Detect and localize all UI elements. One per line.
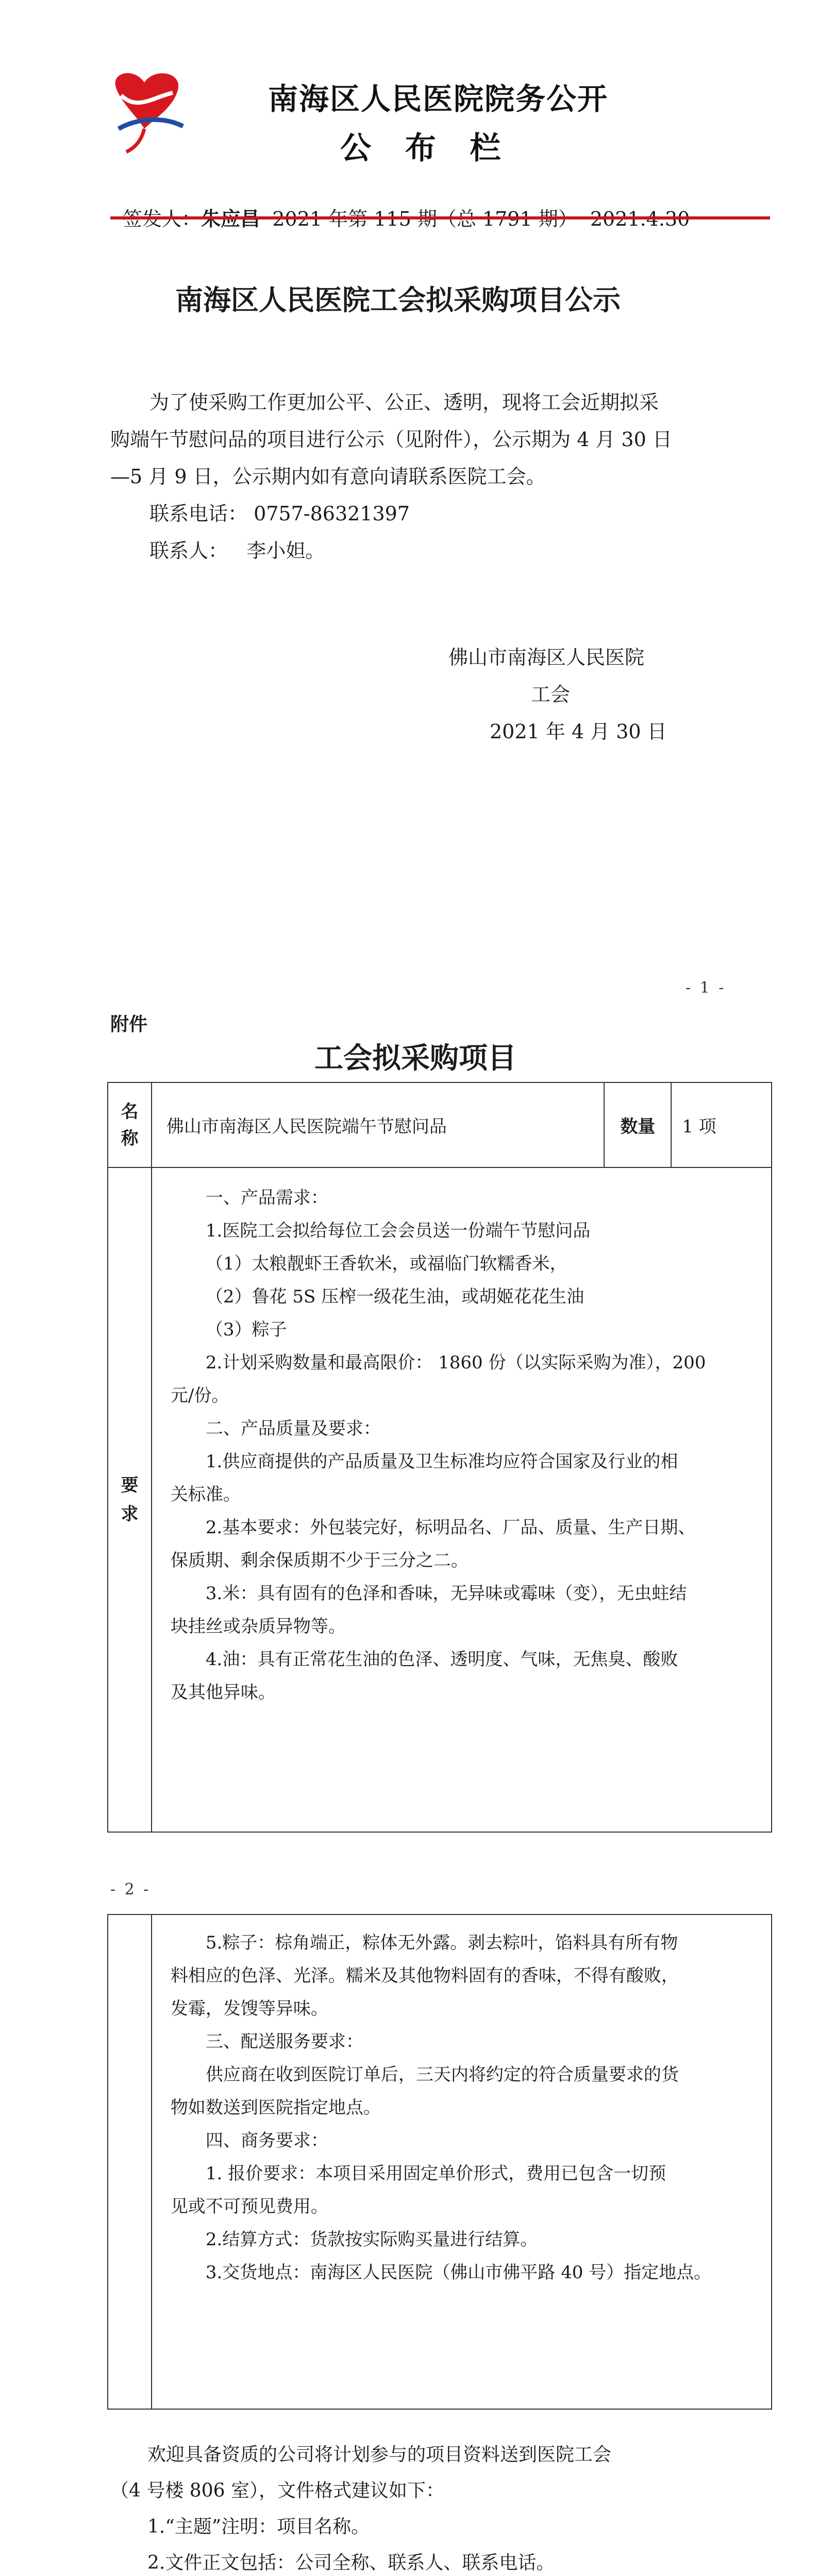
sign-dept: 工会 [531,683,571,706]
closing-line: （4 号楼 806 室），文件格式建议如下： [110,2480,444,2501]
req-line: 及其他异味。 [170,1682,276,1703]
req-line: 5.粽子：棕角端正，粽体无外露。剥去粽叶，馅料具有所有物 [205,1933,678,1953]
req-line: （1）太粮靓虾王香软米，或福临门软糯香米， [205,1253,567,1274]
requirements-cell [152,1167,772,1832]
req-line: 元/份。 [170,1385,229,1406]
procurement-table [107,1082,772,1833]
closing-line: 欢迎具备资质的公司将计划参与的项目资料送到医院工会 [147,2444,612,2465]
req-line: 2.结算方式：货款按实际购买量进行结算。 [205,2229,538,2250]
req-line: 供应商在收到医院订单后，三天内将约定的符合质量要求的货 [205,2064,679,2085]
sign-date: 2021 年 4 月 30 日 [490,720,667,743]
req-label: 要求 [121,1475,139,1524]
header-divider [110,216,770,219]
contact-phone: 联系电话： 0757-86321397 [149,502,410,525]
req-line: 关标准。 [170,1484,241,1505]
sign-org: 佛山市南海区人民医院 [448,646,645,669]
req-line: 发霉，发馊等异味。 [170,1998,328,2019]
notice-title: 南海区人民医院工会拟采购项目公示 [175,284,621,316]
closing-line: 1.“主题”注明：项目名称。 [147,2516,370,2537]
req-line: （2）鲁花 5S 压榨一级花生油，或胡姬花花生油 [205,1286,585,1307]
name-label-cell [108,1082,152,1167]
page-number-1: - 1 - [686,979,726,997]
qty-label: 数量 [604,1082,671,1167]
requirements-cell-continued [152,1914,772,2409]
req-line: 二、产品质量及要求： [205,1418,381,1439]
board-title: 公 布 栏 [340,130,505,166]
req-line: 保质期、剩余保质期不少于三分之二。 [170,1550,469,1571]
req-line: （3）粽子 [205,1319,287,1340]
page-number-2: - 2 - [110,1880,151,1899]
req-line: 块挂丝或杂质异物等。 [170,1616,346,1637]
req-line: 3.交货地点：南海区人民医院（佛山市佛平路 40 号）指定地点。 [205,2262,712,2283]
req-line: 1.供应商提供的产品质量及卫生标准均应符合国家及行业的相 [205,1451,678,1472]
issue-line [110,180,690,231]
req-line: 3.米：具有固有的色泽和香味，无异味或霉味（变），无虫蛀结 [205,1583,687,1604]
req-line: 料相应的色泽、光泽。糯米及其他物料固有的香味，不得有酸败， [170,1965,679,1986]
req-line: 见或不可预见费用。 [170,2196,328,2217]
req-line: 四、商务要求： [205,2130,328,2151]
req-line: 2.基本要求：外包装完好，标明品名、厂品、质量、生产日期、 [205,1517,696,1538]
req-label-cell [108,1167,152,1832]
attachment-label: 附件 [110,1014,148,1035]
closing-text [110,2437,765,2576]
procurement-table-continued [107,1914,772,2410]
req-line: 1. 报价要求：本项目采用固定单价形式，费用已包含一切预 [205,2163,666,2184]
req-line: 三、配送服务要求： [205,2031,363,2052]
notice-line-2: 购端午节慰问品的项目进行公示（见附件），公示期为 4 月 30 日 [110,428,672,451]
empty-label-cell [108,1914,152,2409]
notice-line-1: 为了使采购工作更加公平、公正、透明，现将工会近期拟采 [149,391,659,414]
signature-block [448,639,758,750]
qty-value: 1 项 [671,1082,772,1167]
name-value: 佛山市南海区人民医院端午节慰问品 [152,1082,605,1167]
notice-paragraph [110,384,760,569]
req-line: 4.油：具有正常花生油的色泽、透明度、气味，无焦臭、酸败 [205,1649,678,1670]
contact-person: 联系人： 李小妲。 [149,539,325,562]
name-label: 名称 [121,1101,139,1149]
notice-line-3: —5 月 9 日，公示期内如有意向请联系医院工会。 [110,465,546,488]
req-line: 2.计划采购数量和最高限价： 1860 份（以实际采购为准），200 [205,1352,706,1373]
logo-icon [106,67,188,155]
org-title: 南海区人民医院院务公开 [268,81,609,116]
req-line: 1.医院工会拟给每位工会会员送一份端午节慰问品 [205,1221,591,1241]
req-line: 一、产品需求： [205,1188,328,1208]
req-line: 物如数送到医院指定地点。 [170,2097,381,2118]
attachment-title: 工会拟采购项目 [314,1042,516,1075]
closing-line: 2.文件正文包括：公司全称、联系人、联系电话。 [147,2552,555,2573]
